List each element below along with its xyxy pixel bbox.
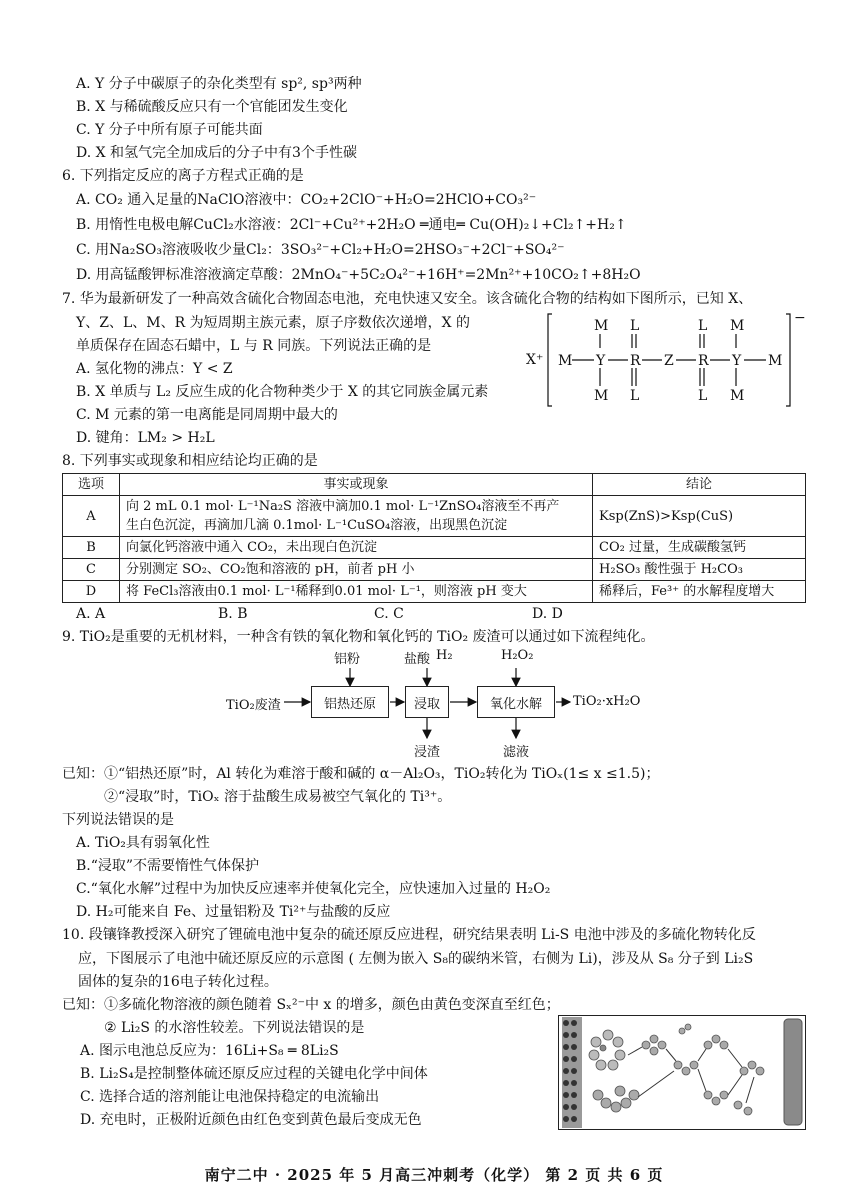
- q8-stem: 8. 下列事实或现象和相应结论均正确的是: [62, 453, 318, 469]
- q6-stem: 6. 下列指定反应的离子方程式正确的是: [62, 168, 304, 184]
- q7-stem-line2: Y、Z、L、M、R 为短周期主族元素，原子序数依次递增，X 的: [76, 315, 471, 331]
- struct-l-r1-bot: L: [630, 388, 640, 404]
- flow-in-hcl: 盐酸: [404, 652, 431, 667]
- row-a-conclusion: Ksp(ZnS)>Ksp(CuS): [593, 496, 806, 537]
- row-c-fact: 分别测定 SO₂、CO₂饱和溶液的 pH，前者 pH 小: [120, 559, 593, 581]
- q8-option-b: B. B: [218, 606, 248, 622]
- q10-option-b: B. Li₂S₄是控制整体硫还原反应过程的关键电化学中间体: [80, 1066, 428, 1082]
- table-row: [63, 581, 806, 603]
- q9-option-a: A. TiO₂具有弱氧化性: [76, 835, 210, 851]
- struct-m-right: M: [768, 353, 783, 369]
- q5-option-c: C. Y 分子中所有原子可能共面: [76, 122, 263, 138]
- q6-d-equation: 2MnO₄⁻+5C₂O₄²⁻+16H⁺=2Mn²⁺+10CO₂↑+8H₂O: [291, 267, 641, 283]
- flow-out-residue: 浸渣: [414, 745, 441, 760]
- q10-sulfur-reduction-figure: [558, 1015, 806, 1130]
- q10-option-d: D. 充电时，正极附近颜色由红色变到黄色最后变成无色: [80, 1112, 422, 1128]
- q7-option-d: D. 键角：LM₂ > H₂L: [76, 430, 215, 446]
- struct-r-right: R: [698, 353, 709, 369]
- page-footer: 南宁二中 · 2025 年 5 月高三冲刺考（化学） 第 2 页 共 6 页: [204, 1166, 664, 1184]
- q6-a-equation: CO₂+2ClO⁻+H₂O=2HClO+CO₃²⁻: [300, 192, 537, 208]
- row-a-fact: [120, 496, 593, 537]
- q6-c-prefix: C. 用Na₂SO₃溶液吸收少量Cl₂：: [76, 242, 281, 258]
- table-row: [63, 496, 806, 537]
- q9-option-d: D. H₂可能来自 Fe、过量铝粉及 Ti²⁺与盐酸的反应: [76, 904, 391, 920]
- row-d-fact: 将 FeCl₃溶液由0.1 mol· L⁻¹稀释到0.01 mol· L⁻¹，则溶液 pH 变大: [120, 581, 593, 603]
- header-option: 选项: [63, 474, 120, 496]
- q10-known-1: 已知：①多硫化物溶液的颜色随着 Sₓ²⁻中 x 的增多，颜色由黄色变深直至红色；: [62, 997, 560, 1013]
- q5-option-a: A. Y 分子中碳原子的杂化类型有 sp², sp³两种: [76, 76, 362, 92]
- struct-y-right: Y: [732, 353, 742, 369]
- q10-known-2: ② Li₂S 的水溶性较差。下列说法错误的是: [104, 1020, 365, 1036]
- q10-stem-line1: 10. 段镶锋教授深入研究了锂硫电池中复杂的硫还原反应进程，研究结果表明 Li-S 电池中涉及的多硫化物转化反: [62, 927, 756, 943]
- q6-option-b: [76, 215, 627, 235]
- q5-option-d: D. X 和氢气完全加成后的分子中有3个手性碳: [76, 145, 357, 161]
- row-a-option: A: [63, 496, 120, 537]
- row-d-conclusion: 稀释后，Fe³⁺ 的水解程度增大: [593, 581, 806, 603]
- flow-box-leaching: 浸取: [405, 686, 449, 718]
- q9-known-1: 已知：①“铝热还原”时，Al 转化为难溶于酸和碱的 α－Al₂O₃，TiO₂转化为 TiOₓ(1≤ x ≤1.5)；: [62, 766, 660, 782]
- header-conclusion: 结论: [593, 474, 806, 496]
- q6-option-d: [76, 265, 641, 285]
- q8-table: [62, 473, 806, 603]
- struct-l-r1-top: L: [630, 318, 640, 334]
- struct-m-left: M: [558, 353, 573, 369]
- q8-option-c: C. C: [374, 606, 404, 622]
- row-c-conclusion: H₂SO₃ 酸性强于 H₂CO₃: [593, 559, 806, 581]
- table-row: [63, 559, 806, 581]
- q9-option-b: B.“浸取”不需要惰性气体保护: [76, 858, 260, 874]
- struct-m-y1-top: M: [594, 318, 609, 334]
- struct-y-left: Y: [596, 353, 606, 369]
- flow-box-oxidative-hydrolysis: 氧化水解: [477, 686, 555, 718]
- table-header-row: [63, 474, 806, 496]
- q10-option-a: A. 图示电池总反应为：16Li+S₈ ═ 8Li₂S: [80, 1043, 339, 1059]
- struct-z: Z: [664, 353, 674, 369]
- q7-stem-line1: 7. 华为最新研发了一种高效含硫化合物固态电池，充电快速又安全。该含硫化合物的结构如下图所示，已知 X、: [62, 291, 753, 307]
- struct-m-y2-top: M: [730, 318, 745, 334]
- flow-in-h2: H₂: [436, 648, 453, 663]
- flow-out-filtrate: 滤液: [503, 745, 530, 760]
- q6-b-equation: 2Cl⁻+Cu²⁺+2H₂O ═通电═ Cu(OH)₂↓+Cl₂↑+H₂↑: [289, 217, 627, 233]
- row-b-option: B: [63, 537, 120, 559]
- q9-stem: 9. TiO₂是重要的无机材料，一种含有铁的氧化物和氧化钙的 TiO₂ 废渣可以通过如下流程纯化。: [62, 629, 655, 645]
- q7-option-c: C. M 元素的第一电离能是同周期中最大的: [76, 407, 338, 423]
- row-b-fact: 向氯化钙溶液中通入 CO₂，未出现白色沉淀: [120, 537, 593, 559]
- q6-option-c: [76, 240, 565, 260]
- row-b-conclusion: CO₂ 过量，生成碳酸氢钙: [593, 537, 806, 559]
- q8-option-a: A. A: [76, 606, 106, 622]
- struct-l-r2-top: L: [698, 318, 708, 334]
- flow-in-h2o2: H₂O₂: [501, 648, 534, 663]
- row-c-option: C: [63, 559, 120, 581]
- q8-option-d: D. D: [532, 606, 563, 622]
- row-a-fact-line1: 向 2 mL 0.1 mol· L⁻¹Na₂S 溶液中滴加0.1 mol· L⁻¹ZnSO₄溶液至不再产: [126, 499, 560, 514]
- row-d-option: D: [63, 581, 120, 603]
- flow-output: TiO₂·xH₂O: [573, 694, 641, 709]
- flow-box-aluminothermic: 铝热还原: [311, 686, 389, 718]
- q6-b-prefix: B. 用惰性电极电解CuCl₂水溶液：: [76, 217, 290, 233]
- flow-in-aluminum: 铝粉: [334, 652, 361, 667]
- header-fact: 事实或现象: [120, 474, 593, 496]
- struct-m-y1-bot: M: [594, 388, 609, 404]
- table-row: [63, 537, 806, 559]
- q7-option-b: B. X 单质与 L₂ 反应生成的化合物种类少于 X 的其它同族金属元素: [76, 384, 489, 400]
- flow-input: TiO₂废渣: [226, 698, 281, 713]
- q6-option-a: [76, 190, 536, 210]
- q7-option-a: A. 氢化物的沸点：Y < Z: [76, 361, 233, 377]
- q10-stem-line2: 应，下图展示了电池中硫还原反应的示意图 ( 左侧为嵌入 S₈的碳纳米管，右侧为 Li)，涉及从 S₈ 分子到 Li₂S: [78, 951, 754, 967]
- row-a-fact-line2: 生白色沉淀，再滴加几滴 0.1mol· L⁻¹CuSO₄溶液，出现黑色沉淀: [126, 518, 508, 533]
- q9-option-c: C.“氧化水解”过程中为加快反应速率并使氧化完全，应快速加入过量的 H₂O₂: [76, 881, 551, 897]
- q6-c-equation: 3SO₃²⁻+Cl₂+H₂O=2HSO₃⁻+2Cl⁻+SO₄²⁻: [280, 242, 565, 258]
- q10-option-c: C. 选择合适的溶剂能让电池保持稳定的电流输出: [80, 1089, 380, 1105]
- q6-a-prefix: A. CO₂ 通入足量的NaClO溶液中：: [76, 192, 301, 208]
- q6-d-prefix: D. 用高锰酸钾标准溶液滴定草酸：: [76, 267, 292, 283]
- q7-structure-diagram: [520, 310, 810, 410]
- q9-ask: 下列说法错误的是: [62, 812, 174, 828]
- q9-known-2: ②“浸取”时，TiOₓ 溶于盐酸生成易被空气氧化的 Ti³⁺。: [104, 789, 452, 805]
- struct-m-y2-bot: M: [730, 388, 745, 404]
- struct-r-left: R: [630, 353, 641, 369]
- q7-stem-line3: 单质保存在固态石蜡中，L 与 R 同族。下列说法正确的是: [76, 338, 432, 354]
- struct-cation: X⁺: [526, 352, 544, 368]
- q10-stem-line3: 固体的复杂的16电子转化过程。: [78, 974, 278, 990]
- struct-charge: −: [794, 310, 806, 326]
- struct-l-r2-bot: L: [698, 388, 708, 404]
- q5-option-b: B. X 与稀硫酸反应只有一个官能团发生变化: [76, 99, 348, 115]
